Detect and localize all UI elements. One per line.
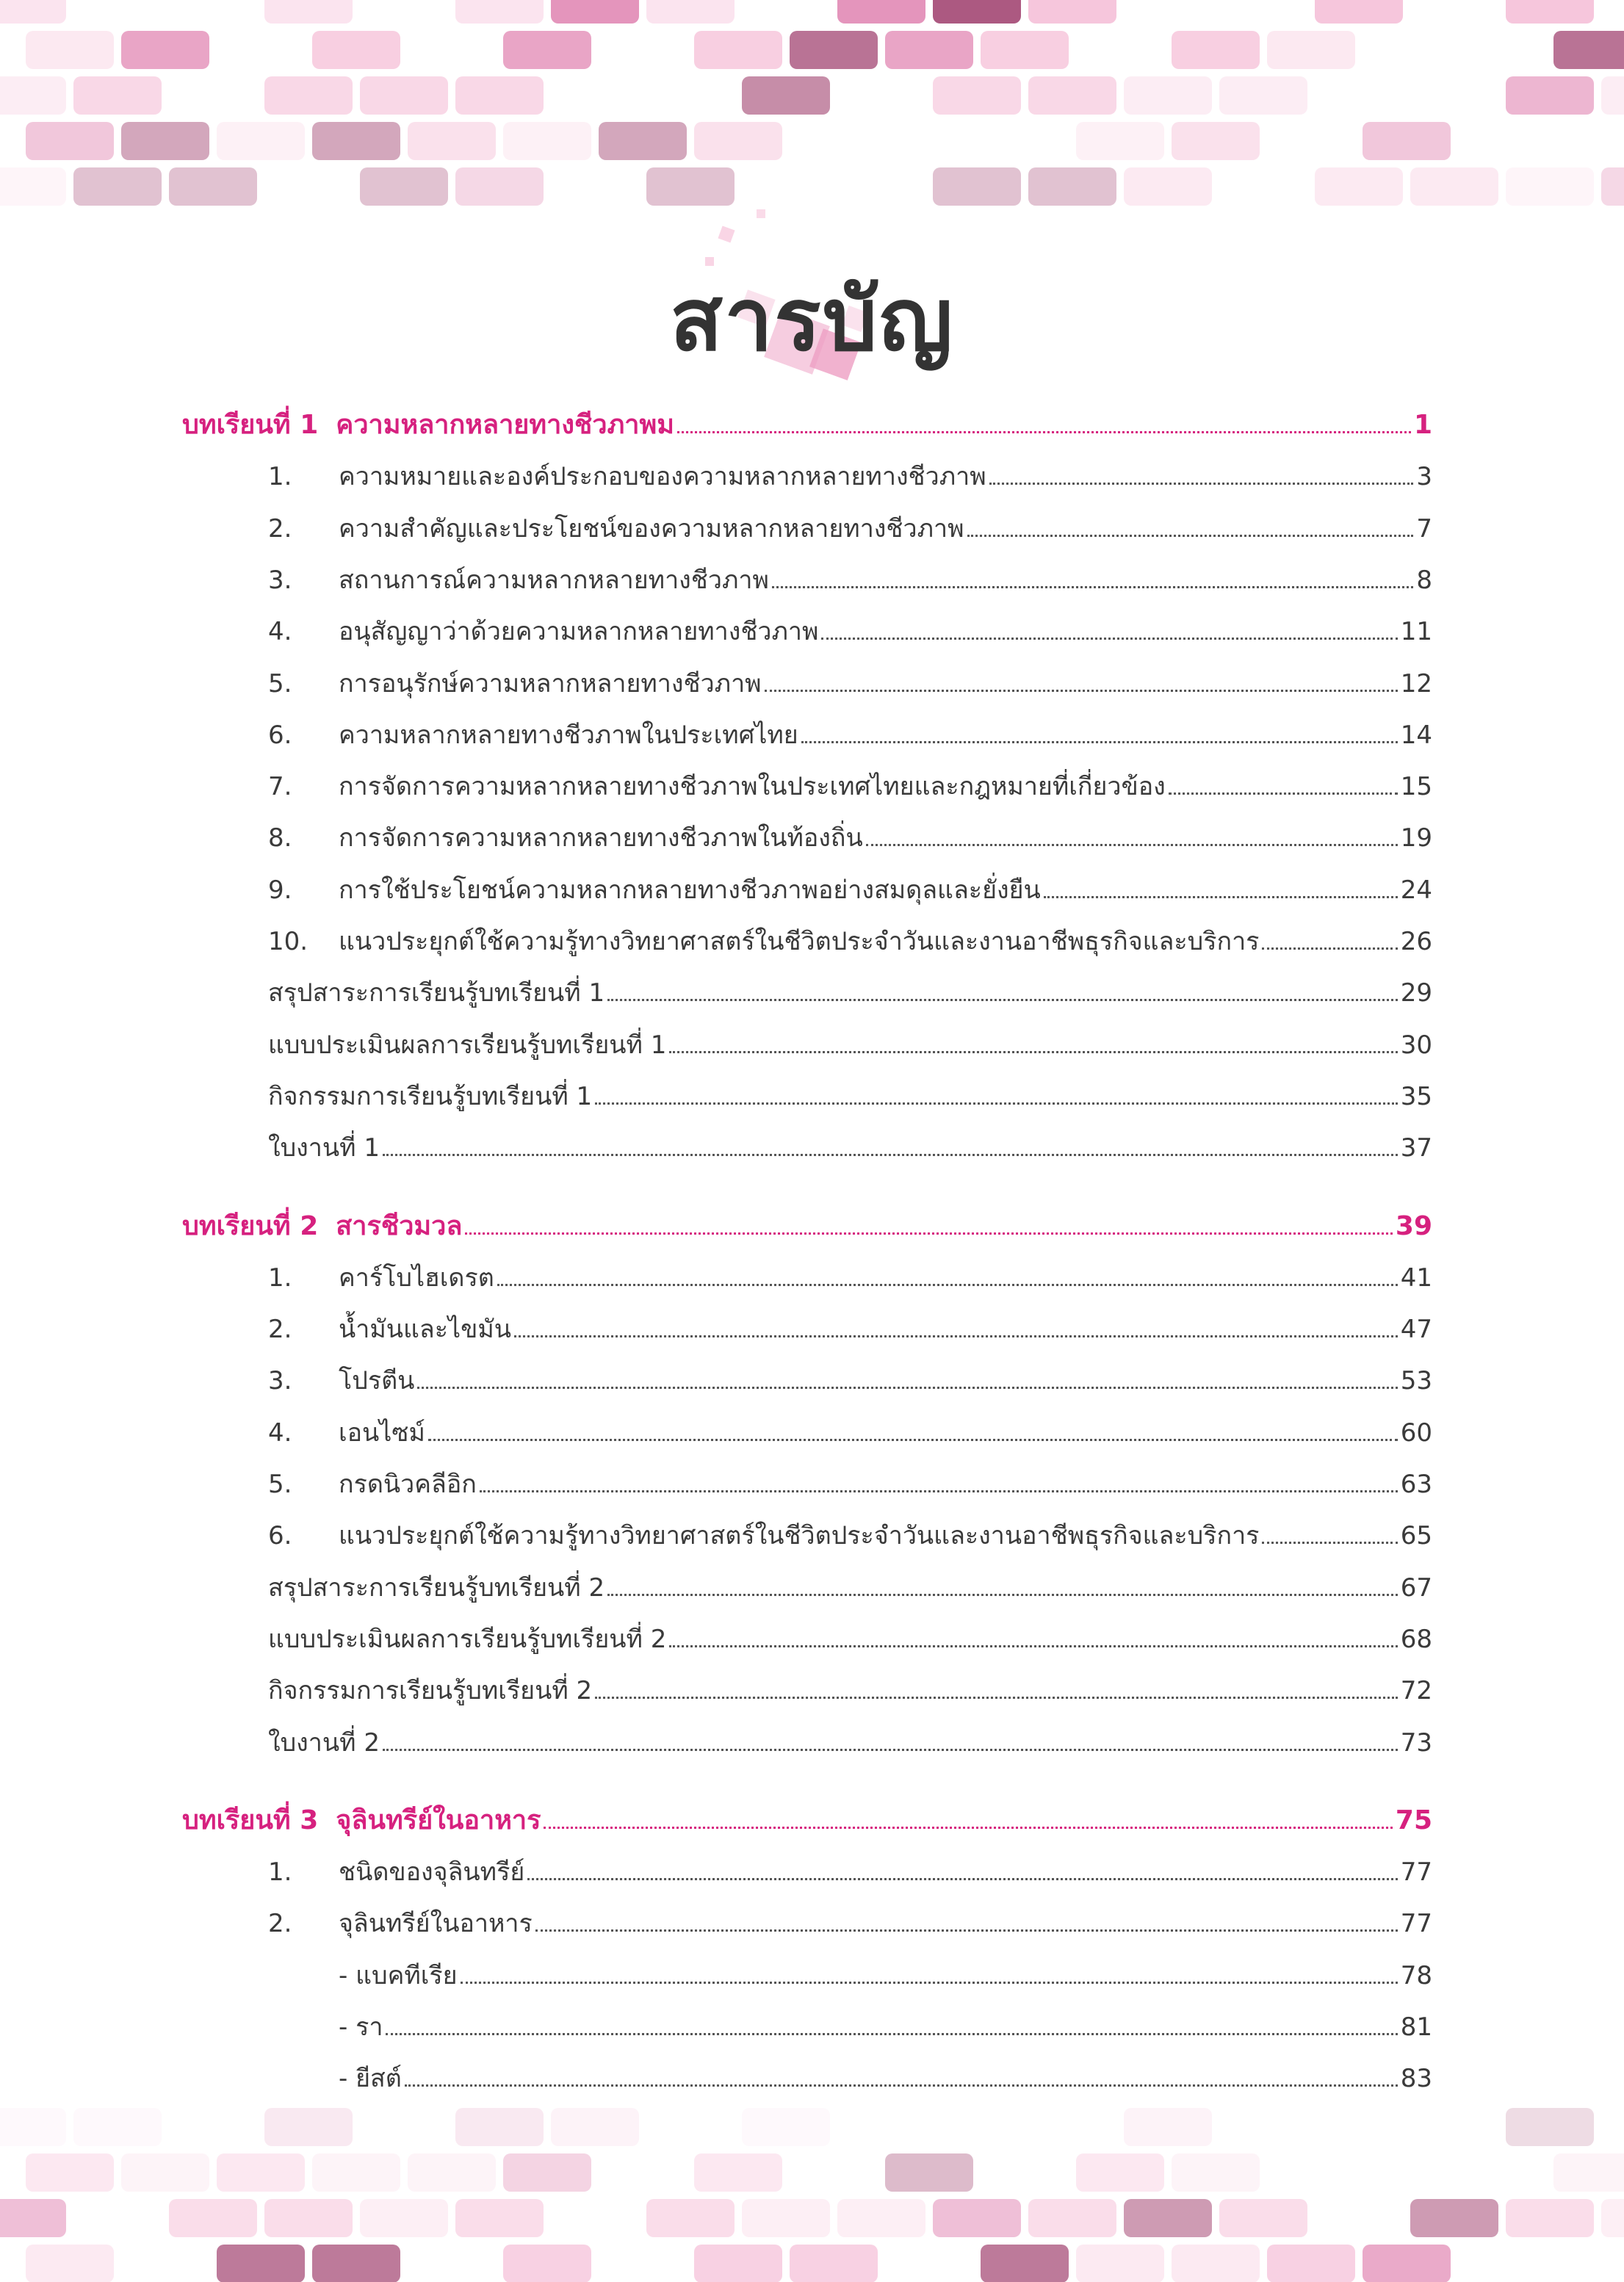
chapter-heading[interactable] [182, 1793, 1432, 1837]
decorative-tile [790, 31, 878, 69]
item-title: แนวประยุกต์ใช้ความรู้ทางวิทยาศาสตร์ในชีวิตประจำวันและงานอาชีพธุรกิจและบริการ [339, 927, 1260, 956]
page-number: 30 [1400, 1030, 1432, 1060]
decorative-tile [551, 2108, 639, 2146]
item-title: แนวประยุกต์ใช้ความรู้ทางวิทยาศาสตร์ในชีวิตประจำวันและงานอาชีพธุรกิจและบริการ [339, 1521, 1260, 1551]
dot-leader [669, 1051, 1397, 1053]
decorative-tile [169, 167, 257, 206]
decorative-tile [455, 167, 544, 206]
item-title: คาร์โบไฮเดรต [339, 1263, 494, 1293]
chapter-title: สารชีวมวล [336, 1210, 463, 1241]
dot-leader [465, 1232, 1392, 1235]
item-title: การอนุรักษ์ความหลากหลายทางชีวภาพ [339, 668, 762, 698]
decorative-tile [1506, 76, 1594, 115]
dot-leader [497, 1284, 1398, 1286]
decorative-tile [1553, 31, 1624, 69]
page-number: 77 [1400, 1909, 1432, 1939]
item-number: 7. [268, 772, 292, 802]
decorative-tile [26, 122, 114, 160]
item-number: 3. [268, 565, 292, 595]
toc-item[interactable] [268, 1456, 1432, 1501]
decorative-tile [312, 2153, 400, 2192]
decorative-tile [1172, 31, 1260, 69]
decorative-tile [217, 2153, 305, 2192]
decorative-tile [503, 2245, 591, 2282]
dot-leader [765, 690, 1398, 692]
dot-leader [772, 586, 1413, 588]
dot-leader [428, 1439, 1398, 1441]
toc-item[interactable] [268, 810, 1432, 854]
decorative-tile [1124, 2108, 1212, 2146]
decorative-tile [1124, 2199, 1212, 2237]
dot-leader [607, 999, 1398, 1001]
item-title: จุลินทรีย์ในอาหาร [339, 1909, 533, 1939]
decorative-tile [1219, 76, 1307, 115]
page-number: 53 [1400, 1366, 1432, 1396]
dot-leader [480, 1490, 1398, 1492]
decorative-tile [360, 167, 448, 206]
toc-item[interactable] [268, 604, 1432, 648]
decorative-tile [1506, 2199, 1594, 2237]
page-number: 14 [1400, 720, 1432, 750]
page-number: 26 [1400, 927, 1432, 956]
toc-extra-item[interactable] [268, 1017, 1432, 1061]
decorative-tile [360, 2199, 448, 2237]
item-number: 1. [268, 1263, 292, 1293]
decorative-tile [1315, 167, 1403, 206]
chapter-heading[interactable] [182, 1199, 1432, 1243]
page-number: 72 [1400, 1676, 1432, 1706]
extra-title: ใบงานที่ 2 [268, 1727, 380, 1758]
page-number: 47 [1400, 1315, 1432, 1345]
dot-leader [461, 1982, 1398, 1984]
decorative-tile [312, 122, 400, 160]
item-number: 6. [268, 720, 292, 750]
decorative-tile [1076, 2245, 1164, 2282]
decorative-tile [981, 2245, 1069, 2282]
decorative-tile [1219, 2199, 1307, 2237]
decorative-tile [1076, 2153, 1164, 2192]
dot-leader [866, 844, 1398, 846]
page-number: 15 [1400, 772, 1432, 802]
decorative-tile [933, 167, 1021, 206]
decorative-tile [1172, 2245, 1260, 2282]
page-number: 65 [1400, 1521, 1432, 1551]
decorative-tile [121, 122, 209, 160]
toc-item[interactable] [268, 1405, 1432, 1449]
extra-title: กิจกรรมการเรียนรู้บทเรียนที่ 1 [268, 1081, 593, 1111]
decorative-tile [742, 2108, 830, 2146]
extra-title: แบบประเมินผลการเรียนรู้บทเรียนที่ 1 [268, 1030, 667, 1060]
toc-item[interactable] [268, 759, 1432, 803]
toc-extra-item[interactable] [268, 1120, 1432, 1164]
dot-leader [677, 431, 1411, 433]
dot-leader [527, 1878, 1397, 1880]
decorative-tile [0, 167, 66, 206]
toc-item[interactable] [268, 1508, 1432, 1552]
decorative-tile [837, 0, 925, 24]
decorative-tile [694, 31, 782, 69]
toc-item[interactable] [268, 501, 1432, 545]
page-number: 60 [1400, 1418, 1432, 1448]
dot-leader [544, 1827, 1392, 1829]
decorative-tile [1267, 2245, 1355, 2282]
item-title: ความหลากหลายทางชีวภาพในประเทศไทย [339, 720, 798, 750]
chapter-label: บทเรียนที่ 2 [182, 1210, 319, 1241]
item-number: 1. [268, 1857, 292, 1888]
page-number: 73 [1400, 1727, 1432, 1758]
toc-item[interactable] [268, 656, 1432, 700]
dot-leader [595, 1697, 1398, 1699]
page-number: 78 [1400, 1960, 1432, 1990]
chapter-heading[interactable] [182, 397, 1432, 441]
toc-item[interactable] [268, 707, 1432, 751]
page-number: 37 [1400, 1133, 1432, 1163]
decorative-tile [121, 2153, 209, 2192]
decorative-tile [790, 2245, 878, 2282]
dot-leader [535, 1929, 1398, 1932]
extra-title: กิจกรรมการเรียนรู้บทเรียนที่ 2 [268, 1676, 593, 1706]
decorative-tile [933, 76, 1021, 115]
toc-item[interactable] [268, 1844, 1432, 1888]
decorative-tile [0, 0, 66, 24]
toc-extra-item[interactable] [268, 1611, 1432, 1655]
item-title: สถานการณ์ความหลากหลายทางชีวภาพ [339, 565, 769, 595]
dot-leader [989, 483, 1414, 485]
page-number: 68 [1400, 1624, 1432, 1654]
dot-leader [607, 1594, 1398, 1596]
decorative-tile [264, 2108, 353, 2146]
page-number: 67 [1400, 1573, 1432, 1603]
dot-leader [405, 2084, 1398, 2087]
item-title: ความหมายและองค์ประกอบของความหลากหลายทางชีวภาพ [339, 462, 986, 492]
item-number: 2. [268, 1909, 292, 1939]
dot-leader [383, 1154, 1398, 1156]
toc-item[interactable] [268, 552, 1432, 596]
extra-title: แบบประเมินผลการเรียนรู้บทเรียนที่ 2 [268, 1624, 667, 1654]
decorative-tile [26, 2153, 114, 2192]
dot-leader [1262, 1542, 1397, 1544]
item-number: 4. [268, 617, 292, 647]
extra-title: ใบงานที่ 1 [268, 1133, 380, 1163]
decorative-tile [0, 2108, 66, 2146]
decorative-tile [1553, 2153, 1624, 2192]
decorative-tile [1124, 167, 1212, 206]
bottom-decoration-band [0, 2093, 1624, 2282]
decorative-tile [73, 2108, 162, 2146]
page-number: 35 [1400, 1081, 1432, 1111]
toc-subitem[interactable] [339, 1999, 1432, 2043]
item-number: 2. [268, 513, 292, 544]
decorative-tile [1076, 122, 1164, 160]
toc-item[interactable] [268, 1896, 1432, 1940]
item-title: น้ำมันและไขมัน [339, 1315, 511, 1345]
decorative-tile [169, 2199, 257, 2237]
decorative-tile [694, 122, 782, 160]
decorative-tile [26, 31, 114, 69]
page-number: 77 [1400, 1857, 1432, 1888]
decorative-tile [1601, 167, 1624, 206]
page-number: 11 [1400, 617, 1432, 647]
decorative-tile [1028, 2199, 1116, 2237]
toc-subitem[interactable] [339, 1948, 1432, 1992]
toc-extra-item[interactable] [268, 965, 1432, 1009]
page-number: 12 [1400, 668, 1432, 698]
decorative-tile [1028, 0, 1116, 24]
decorative-tile [646, 2199, 735, 2237]
page-title: สารบัญ [669, 269, 955, 370]
decorative-tile [1506, 167, 1594, 206]
item-number: 6. [268, 1521, 292, 1551]
page-number: 19 [1400, 823, 1432, 853]
decorative-tile [264, 0, 353, 24]
decorative-tile [455, 0, 544, 24]
toc-item[interactable] [268, 914, 1432, 958]
item-title: กรดนิวคลีอิก [339, 1470, 477, 1499]
item-title: การใช้ประโยชน์ความหลากหลายทางชีวภาพอย่างสมดุลและยั่งยืน [339, 875, 1041, 905]
decorative-tile [742, 2199, 830, 2237]
item-title: การจัดการความหลากหลายทางชีวภาพในประเทศไทยและกฎหมายที่เกี่ยวข้อง [339, 772, 1166, 802]
dot-leader [821, 638, 1397, 640]
item-number: 8. [268, 823, 292, 853]
subitem-title: - รา [339, 2012, 383, 2042]
item-number: 4. [268, 1418, 292, 1448]
item-number: 9. [268, 875, 292, 905]
subitem-title: - ยีสต์ [339, 2064, 402, 2094]
decorative-tile [503, 2153, 591, 2192]
item-title: อนุสัญญาว่าด้วยความหลากหลายทางชีวภาพ [339, 617, 819, 647]
decorative-tile [455, 76, 544, 115]
decorative-tile [933, 0, 1021, 24]
toc-item[interactable] [268, 1250, 1432, 1294]
page-number: 1 [1413, 410, 1432, 440]
decorative-tile [408, 2153, 496, 2192]
decorative-tile [1363, 2245, 1451, 2282]
item-title: การจัดการความหลากหลายทางชีวภาพในท้องถิ่น [339, 823, 863, 853]
item-title: ความสำคัญและประโยชน์ของความหลากหลายทางชีวภาพ [339, 513, 964, 544]
decorative-tile [264, 2199, 353, 2237]
decorative-tile [0, 76, 66, 115]
decorative-tile [360, 76, 448, 115]
dot-leader [383, 1749, 1398, 1751]
dot-leader [669, 1645, 1397, 1647]
item-title: โปรตีน [339, 1366, 415, 1396]
page-number: 39 [1395, 1210, 1432, 1241]
decorative-tile [1172, 2153, 1260, 2192]
extra-title: สรุปสาระการเรียนรู้บทเรียนที่ 1 [268, 978, 605, 1008]
page-number: 29 [1400, 978, 1432, 1008]
decorative-tile [981, 31, 1069, 69]
toc-extra-item[interactable] [268, 1715, 1432, 1759]
dot-leader [1262, 947, 1397, 950]
decorative-tile [0, 2199, 66, 2237]
toc-item[interactable] [268, 1353, 1432, 1397]
chapter-label: บทเรียนที่ 1 [182, 410, 319, 440]
decorative-tile [1172, 122, 1260, 160]
decorative-tile [26, 2245, 114, 2282]
page-number: 41 [1400, 1263, 1432, 1293]
decorative-tile [1028, 167, 1116, 206]
toc-item[interactable] [268, 1301, 1432, 1346]
item-title: เอนไซม์ [339, 1418, 425, 1448]
toc-item[interactable] [268, 449, 1432, 493]
decorative-tile [885, 31, 973, 69]
decorative-tile [1410, 167, 1498, 206]
toc-subitem[interactable] [339, 2051, 1432, 2095]
page-number: 7 [1416, 513, 1432, 544]
page-number: 75 [1395, 1805, 1432, 1835]
decorative-tile [1315, 0, 1403, 24]
dot-leader [514, 1335, 1398, 1337]
item-number: 5. [268, 668, 292, 698]
decorative-tile [885, 2153, 973, 2192]
decorative-tile [1124, 76, 1212, 115]
decorative-tile [1267, 31, 1355, 69]
decorative-tile [73, 76, 162, 115]
decorative-tile [1363, 122, 1451, 160]
decorative-tile [312, 31, 400, 69]
dot-leader [417, 1387, 1397, 1389]
decorative-tile [1506, 0, 1594, 24]
dot-leader [1044, 896, 1398, 898]
toc-extra-item[interactable] [268, 1663, 1432, 1707]
decorative-tile [264, 76, 353, 115]
page-number: 3 [1416, 462, 1432, 492]
decorative-tile [312, 2245, 400, 2282]
toc-item[interactable] [268, 862, 1432, 906]
item-number: 3. [268, 1366, 292, 1396]
decorative-tile [1601, 2199, 1624, 2237]
dot-leader [386, 2033, 1397, 2035]
decorative-tile [121, 31, 209, 69]
decorative-tile [503, 122, 591, 160]
chapter-label: บทเรียนที่ 3 [182, 1805, 319, 1835]
decorative-tile [1028, 76, 1116, 115]
decorative-tile [503, 31, 591, 69]
page-number: 81 [1400, 2012, 1432, 2042]
decorative-tile [1410, 2199, 1498, 2237]
page-number: 24 [1400, 875, 1432, 905]
chapter-title: จุลินทรีย์ในอาหาร [336, 1805, 541, 1835]
decorative-tile [1506, 2108, 1594, 2146]
decorative-tile [217, 122, 305, 160]
item-number: 10. [268, 927, 308, 956]
decorative-tile [933, 2199, 1021, 2237]
extra-title: สรุปสาระการเรียนรู้บทเรียนที่ 2 [268, 1573, 605, 1603]
toc-extra-item[interactable] [268, 1069, 1432, 1113]
decorative-tile [694, 2245, 782, 2282]
decorative-tile [599, 122, 687, 160]
item-title: ชนิดของจุลินทรีย์ [339, 1857, 525, 1888]
dot-leader [801, 741, 1398, 743]
page-number: 83 [1400, 2064, 1432, 2094]
decorative-tile [455, 2108, 544, 2146]
item-number: 5. [268, 1470, 292, 1499]
decorative-tile [217, 2245, 305, 2282]
toc-extra-item[interactable] [268, 1560, 1432, 1604]
decorative-tile [551, 0, 639, 24]
item-number: 1. [268, 462, 292, 492]
decorative-tile [694, 2153, 782, 2192]
dot-leader [1169, 792, 1398, 795]
decorative-tile [1601, 76, 1624, 115]
subitem-title: - แบคทีเรีย [339, 1960, 458, 1990]
decorative-tile [408, 122, 496, 160]
dot-leader [967, 535, 1414, 537]
item-number: 2. [268, 1315, 292, 1345]
decorative-tile [646, 0, 735, 24]
decorative-tile [837, 2199, 925, 2237]
chapter-title: ความหลากหลายทางชีวภาพม [336, 410, 674, 440]
page-number: 63 [1400, 1470, 1432, 1499]
decorative-tile [455, 2199, 544, 2237]
dot-leader [595, 1102, 1398, 1105]
decorative-tile [742, 76, 830, 115]
page-number: 8 [1416, 565, 1432, 595]
decorative-tile [73, 167, 162, 206]
